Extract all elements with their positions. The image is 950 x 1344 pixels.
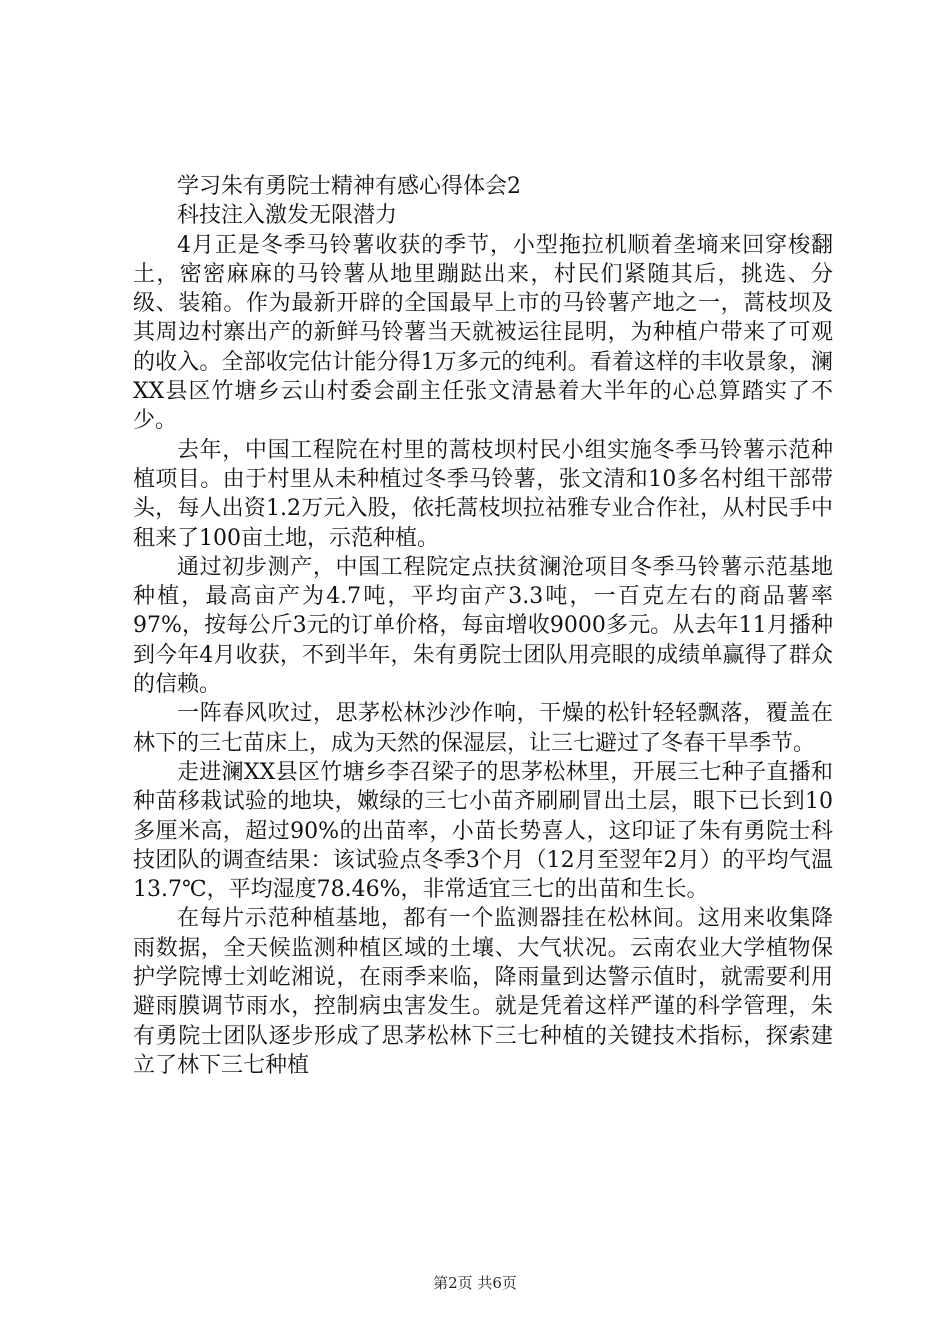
paragraph-5: 走进澜XX县区竹塘乡李召梁子的思茅松林里，开展三七种子直播和种苗移栽试验的地块，嫩绿的三七小苗齐刷刷冒出土层，眼下已长到10多厘米高，超过90%的出苗率，小苗长势喜人，这印证了朱有勇院士科技团队的调查结果：该试验点冬季3个月（12月至翌年2月）的平均气温13.7℃，平均湿度78.46%，非常适宜三七的出苗和生长。 (133, 759, 833, 903)
paragraph-4: 一阵春风吹过，思茅松林沙沙作响，干燥的松针轻轻飘落，覆盖在林下的三七苗床上，成为天然的保湿层，让三七避过了冬春干旱季节。 (133, 701, 833, 756)
document-body (133, 172, 833, 1080)
document-subtitle: 科技注入激发无限潜力 (177, 203, 398, 229)
paragraph-6: 在每片示范种植基地，都有一个监测器挂在松林间。这用来收集降雨数据，全天候监测种植区域的土壤、大气状况。云南农业大学植物保护学院博士刘屹湘说，在雨季来临，降雨量到达警示值时，就需要利用避雨膜调节雨水，控制病虫害发生。就是凭着这样严谨的科学管理，朱有勇院士团队逐步形成了思茅松林下三七种植的关键技术指标，探索建立了林下三七种植 (133, 906, 833, 1078)
page-footer: 第2页 共6页 (433, 1274, 517, 1292)
paragraph-1: 4月正是冬季马铃薯收获的季节，小型拖拉机顺着垄墒来回穿梭翻土，密密麻麻的马铃薯从地里蹦跶出来，村民们紧随其后，挑选、分级、装箱。作为最新开辟的全国最早上市的马铃薯产地之一，蒿枝坝及其周边村寨出产的新鲜马铃薯当天就被运往昆明，为种植户带来了可观的收入。全部收完估计能分得1万多元的纯利。看着这样的丰收景象，澜XX县区竹塘乡云山村委会副主任张文清悬着大半年的心总算踏实了不少。 (133, 232, 833, 434)
document-title: 学习朱有勇院士精神有感心得体会2 (177, 174, 521, 199)
paragraph-3: 通过初步测产，中国工程院定点扶贫澜沧项目冬季马铃薯示范基地种植，最高亩产为4.7吨，平均亩产3.3吨，一百克左右的商品薯率97%，按每公斤3元的订单价格，每亩增收9000多元。从去年11月播种到今年4月收获，不到半年，朱有勇院士团队用亮眼的成绩单赢得了群众的信赖。 (133, 554, 833, 698)
paragraph-2: 去年，中国工程院在村里的蒿枝坝村民小组实施冬季马铃薯示范种植项目。由于村里从未种植过冬季马铃薯，张文清和10多名村组干部带头，每人出资1.2万元入股，依托蒿枝坝拉祜雅专业合作社，从村民手中租来了100亩土地，示范种植。 (133, 437, 833, 551)
